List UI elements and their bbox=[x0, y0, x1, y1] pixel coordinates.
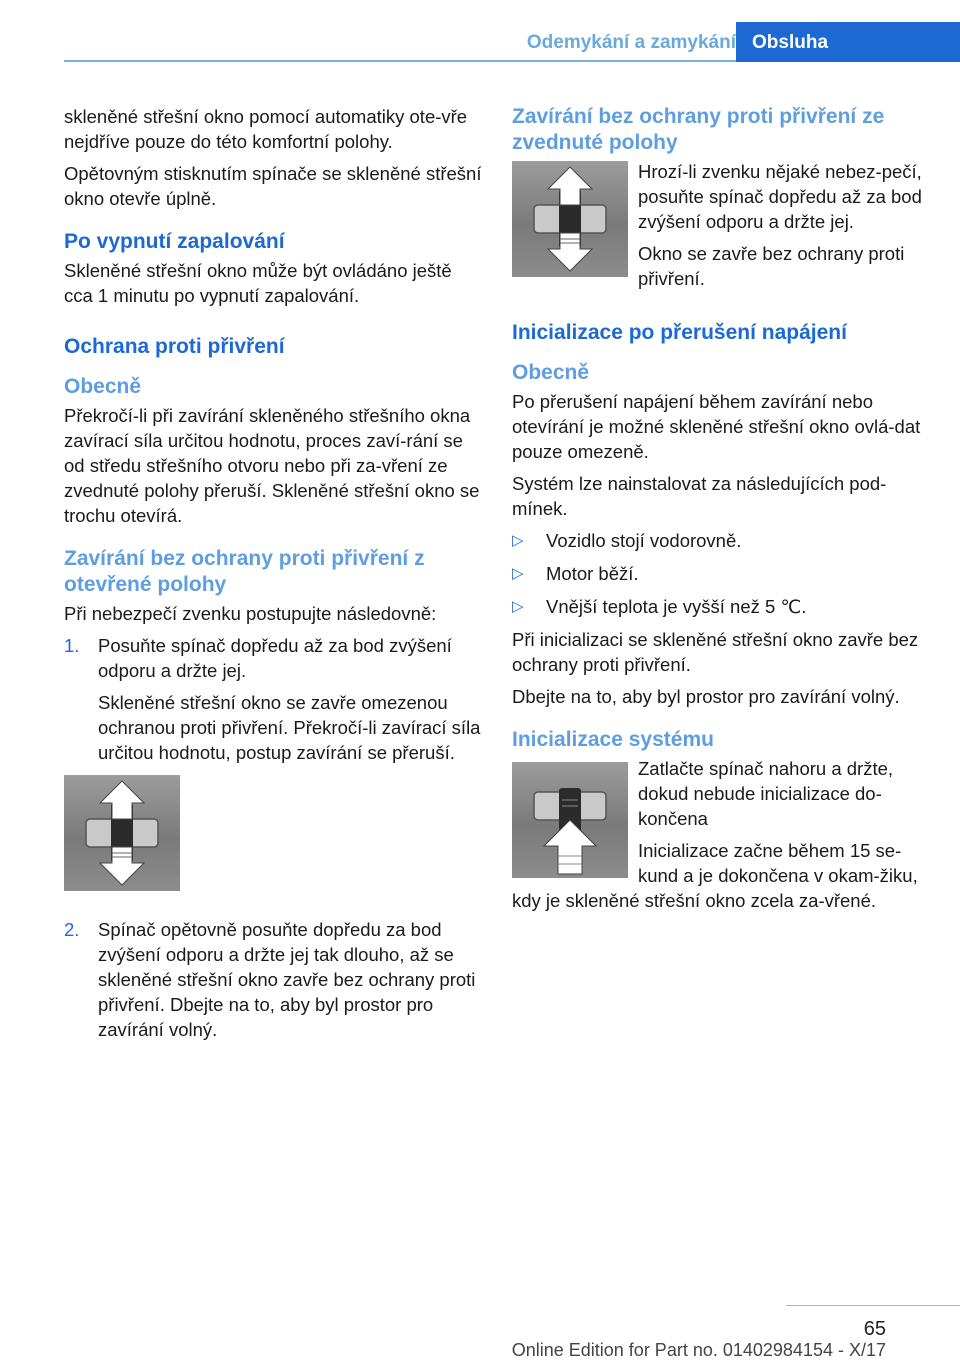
heading-system-initialization: Inicializace systému bbox=[512, 728, 714, 751]
list-item: ▷ Vozidlo stojí vodorovně. bbox=[512, 530, 742, 551]
footer-rule bbox=[786, 1305, 960, 1306]
heading-general: Obecně bbox=[64, 375, 142, 398]
triangle-bullet-icon: ▷ bbox=[512, 565, 524, 582]
switch-illustration-forward bbox=[512, 161, 628, 277]
steps-list bbox=[64, 917, 482, 1042]
list-item: ▷ Motor běží. bbox=[512, 563, 639, 584]
paragraph: Skleněné střešní okno může být ovládáno ještě cca 1 minutu po vypnutí zapalování. bbox=[64, 260, 452, 306]
list-item bbox=[64, 633, 482, 765]
triangle-bullet-icon: ▷ bbox=[512, 598, 524, 615]
paragraph: Po přerušení napájení během zavírání nebo otevírání je možné skleněné střešní okno ovlá‐dat pouze omezeně. bbox=[512, 391, 921, 462]
paragraph: Opětovným stisknutím spínače se skleněné střešní okno otevře úplně. bbox=[64, 163, 482, 209]
switch-illustration-up-down bbox=[64, 775, 180, 891]
list-item: ▷ Vnější teplota je vyšší než 5 ℃. bbox=[512, 596, 807, 617]
page-header bbox=[64, 0, 960, 62]
step-number: 2. bbox=[64, 919, 80, 940]
right-column bbox=[512, 104, 930, 920]
heading-initialization-power-interruption: Inicializace po přerušení napájení bbox=[512, 321, 847, 344]
heading-closing-open-position: Zavírání bez ochrany proti přivření z otevřené polohy bbox=[64, 547, 425, 596]
paragraph: Dbejte na to, aby byl prostor pro zavírání volný. bbox=[512, 686, 900, 707]
paragraph: Systém lze nainstalovat za následujících pod‐mínek. bbox=[512, 473, 887, 519]
step-text: Skleněné střešní okno se zavře omezenou ochranou proti přivření. Překročí-li zavírací síla určitou hodnotu, postup zavírání se přeruší. bbox=[98, 692, 481, 763]
paragraph: Inicializace začne během 15 se‐kund a je dokončena v okam‐žiku, kdy je skleněné střešní okno zcela za‐vřené. bbox=[512, 840, 918, 911]
edition-note: Online Edition for Part no. 01402984154 - X/17 bbox=[511, 1340, 886, 1360]
step-text: Posuňte spínač dopředu až za bod zvýšení odporu a držte jej. bbox=[98, 635, 452, 681]
heading-after-ignition: Po vypnutí zapalování bbox=[64, 230, 285, 253]
triangle-bullet-icon: ▷ bbox=[512, 532, 524, 549]
conditions-list bbox=[512, 528, 930, 619]
paragraph: Překročí-li při zavírání skleněného střešního okna zavírací síla určitou hodnotu, proces zaví‐rání se od středu střešního otvoru nebo při za‐vření ze zvednuté polohy přeruší. Skleněné střešní okno se trochu otevírá. bbox=[64, 405, 480, 526]
list-item bbox=[64, 917, 482, 1042]
heading-general: Obecně bbox=[512, 361, 590, 384]
step-number: 1. bbox=[64, 635, 80, 656]
header-chapter-tab: Obsluha bbox=[736, 22, 960, 62]
paragraph: Při nebezpečí zvenku postupujte následovně: bbox=[64, 603, 437, 624]
paragraph: Zatlačte spínač nahoru a držte, dokud nebude inicializace do‐končena bbox=[638, 758, 894, 829]
paragraph: skleněné střešní okno pomocí automatiky ote‐vře nejdříve pouze do této komfortní polohy. bbox=[64, 106, 468, 152]
header-section-title: Odemykání a zamykání bbox=[526, 32, 736, 53]
paragraph: Při inicializaci se skleněné střešní okno zavře bez ochrany proti přivření. bbox=[512, 629, 919, 675]
left-column bbox=[64, 104, 482, 1049]
switch-illustration-push-up bbox=[512, 762, 628, 878]
steps-list bbox=[64, 633, 482, 765]
heading-pinch-protection: Ochrana proti přivření bbox=[64, 335, 285, 358]
step-text: Spínač opětovně posuňte dopředu za bod zvýšení odporu a držte jej tak dlouho, až se skleněné střešní okno zavře bez ochrany proti přivření. Dbejte na to, aby byl prostor pro zavírání volný. bbox=[98, 919, 476, 1040]
page-number: 65 bbox=[863, 1318, 886, 1340]
paragraph: Hrozí-li zvenku nějaké nebez‐pečí, posuňte spínač dopředu až za bod zvýšení odporu a držte jej. bbox=[638, 161, 922, 232]
paragraph: Okno se zavře bez ochrany proti přivření. bbox=[638, 243, 905, 289]
heading-closing-raised-position: Zavírání bez ochrany proti přivření ze zvednuté polohy bbox=[512, 105, 885, 154]
